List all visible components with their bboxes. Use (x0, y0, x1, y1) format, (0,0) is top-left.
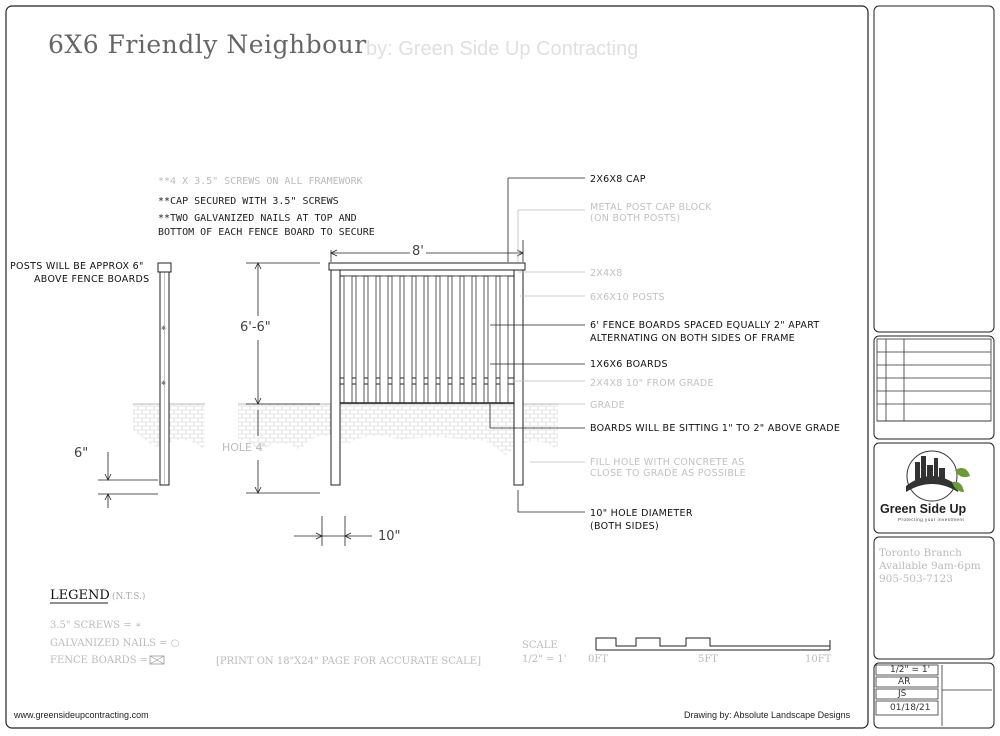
post-note-line1: POSTS WILL BE APPROX 6" (10, 261, 144, 272)
dim-width (331, 240, 523, 262)
tb-checked: JS (898, 689, 907, 699)
tb-scale-value: 1/2" = 1' (890, 665, 931, 675)
svg-text:✱: ✱ (161, 325, 167, 332)
dim-diameter-label: 10" (378, 529, 401, 544)
legend-item-nails: GALVANIZED NAILS = ○ (50, 638, 180, 649)
scale-tick-5: 5FT (698, 654, 718, 665)
tb-drawn: AR (898, 677, 911, 687)
callout-post-cap-line1: METAL POST CAP BLOCK (590, 202, 712, 213)
print-note: [PRINT ON 18"X24" PAGE FOR ACCURATE SCALE] (216, 656, 481, 667)
note-nails-line1: **TWO GALVANIZED NAILS AT TOP AND (158, 213, 357, 224)
footer-drawn-by: Drawing by: Absolute Landscape Designs (684, 710, 851, 720)
scale-bar (596, 638, 830, 650)
dim-height (246, 263, 320, 493)
branch-hours: Available 9am-6pm (879, 560, 981, 572)
legend-item-boards: FENCE BOARDS = (50, 655, 149, 666)
callout-cap: 2X6X8 CAP (590, 174, 646, 185)
svg-text:✱: ✱ (161, 380, 167, 387)
callout-boards-line1: 6' FENCE BOARDS SPACED EQUALLY 2" APART (590, 320, 820, 331)
footer-website[interactable]: www.greensideupcontracting.com (14, 710, 149, 720)
callout-boards-line2: ALTERNATING ON BOTH SIDES OF FRAME (590, 333, 795, 344)
callout-fill-line2: CLOSE TO GRADE AS POSSIBLE (590, 468, 747, 479)
callout-hole-line1: 10" HOLE DIAMETER (590, 508, 693, 519)
dim-width-label: 8' (412, 244, 424, 259)
logo-graphic (906, 451, 970, 501)
note-screws: **4 X 3.5" SCREWS ON ALL FRAMEWORK (158, 176, 363, 187)
legend-item-screws: 3.5" SCREWS = ∗ (50, 620, 142, 631)
callout-boards-size: 1X6X6 BOARDS (590, 359, 668, 370)
company-name: Green Side Up (880, 502, 967, 516)
legend-title: LEGEND (50, 588, 110, 603)
callout-fill-line1: FILL HOLE WITH CONCRETE AS (590, 457, 745, 468)
page-subtitle: by: Green Side Up Contracting (366, 38, 639, 60)
company-tagline: Protecting your investment (898, 517, 965, 522)
branch-name: Toronto Branch (879, 547, 962, 559)
callout-sitting: BOARDS WILL BE SITTING 1" TO 2" ABOVE GRADE (590, 423, 841, 434)
dim-height-label: 6'-6" (240, 320, 271, 335)
scale-tick-0: 0FT (588, 654, 608, 665)
dim-diameter (294, 516, 372, 546)
front-view-ground (238, 404, 558, 456)
callout-posts: 6X6X10 POSTS (590, 292, 665, 303)
side-view (133, 263, 205, 485)
branch-phone: 905-503-7123 (879, 573, 953, 585)
callout-rail: 2X4X8 (590, 268, 623, 279)
callout-bottom-rail: 2X4X8 10" FROM GRADE (590, 378, 714, 389)
revision-grid (877, 339, 991, 421)
side-dim-6in (98, 452, 158, 508)
dim-hole-label: HOLE 4' (222, 441, 266, 454)
dim-6in-label: 6" (74, 446, 89, 461)
tb-date: 01/18/21 (890, 703, 931, 713)
callout-hole-line2: (BOTH SIDES) (590, 521, 659, 532)
scale-ratio: 1/2" = 1' (522, 654, 567, 665)
legend-subtitle: (N.T.S.) (112, 592, 146, 602)
callout-post-cap-line2: (ON BOTH POSTS) (590, 213, 681, 224)
page-title: 6X6 Friendly Neighbour (48, 30, 367, 59)
scale-tick-10: 10FT (805, 654, 832, 665)
titleblock-top-panel (874, 6, 994, 332)
callout-grade: GRADE (590, 400, 625, 411)
titleblock-revision-panel (874, 336, 994, 439)
note-cap: **CAP SECURED WITH 3.5" SCREWS (158, 196, 339, 207)
note-nails-line2: BOTTOM OF EACH FENCE BOARD TO SECURE (158, 227, 375, 238)
scale-label: SCALE (522, 640, 558, 651)
post-note-line2: ABOVE FENCE BOARDS (34, 274, 150, 285)
